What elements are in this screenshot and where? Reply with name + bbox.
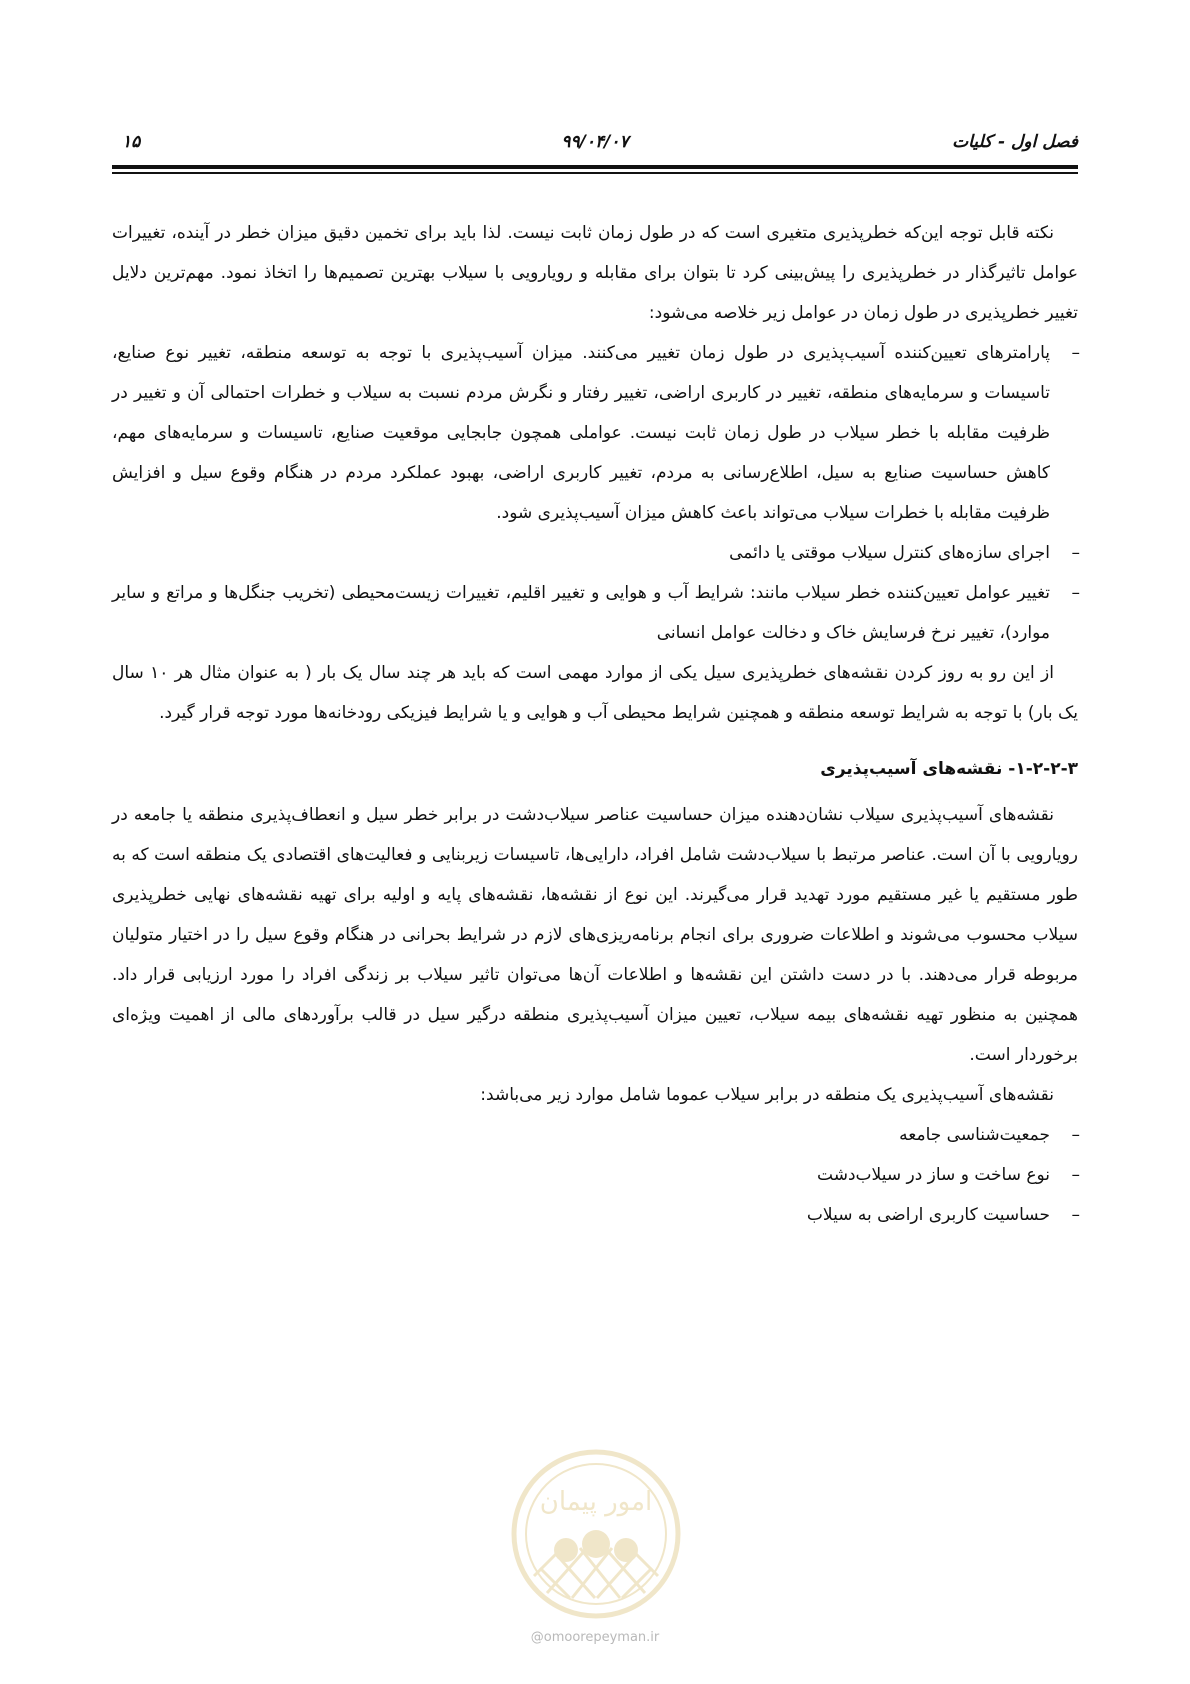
list-item: – تغییر عوامل تعیین‌کننده خطر سیلاب مانند: شرایط آب و هوایی و تغییر اقلیم، تغییرات زیست‌محیطی (تخریب جنگل‌ها و مراتع و سایر موارد)، تغییر نرخ فرسایش خاک و دخالت عوامل انسانی <box>112 573 1050 653</box>
header-rule-thick <box>112 165 1078 169</box>
update-paragraph: از این رو به روز کردن نقشه‌های خطرپذیری سیل یکی از موارد مهمی است که باید هر چند سال یک بار ( به عنوان مثال هر ۱۰ سال یک بار) با توجه به شرایط توسعه منطقه و همچنین شرایط محیطی آب و هوایی و یا شرایط فیزیکی رودخانه‌ها مورد توجه قرار گیرد. <box>112 663 1078 723</box>
list-item: – نوع ساخت و ساز در سیلاب‌دشت <box>112 1155 1050 1195</box>
intro-paragraph: نکته قابل توجه این‌که خطرپذیری متغیری است که در طول زمان ثابت نیست. لذا باید برای تخمین دقیق میزان خطر در آینده، تغییرات عوامل تاثیرگذار در خطرپذیری را پیش‌بینی کرد تا بتوان برای مقابله و رویارویی با سیلاب بهترین تصمیم‌ها را اتخاذ نمود. مهم‌ترین دلایل تغییر خطرپذیری در طول زمان در عوامل زیر خلاصه می‌شود: <box>112 223 1078 323</box>
list-item: – جمعیت‌شناسی جامعه <box>112 1115 1050 1155</box>
chapter-title: فصل اول - کلیات <box>952 132 1078 152</box>
page-body <box>112 213 1078 1235</box>
header-date: ۹۹/۰۴/۰۷ <box>561 132 629 152</box>
watermark-url: @omoorepeyman.ir <box>530 1630 660 1645</box>
section-paragraph: نقشه‌های آسیب‌پذیری سیلاب نشان‌دهنده میزان حساسیت عناصر سیلاب‌دشت در برابر خطر سیل و انعطاف‌پذیری منطقه یا جامعه در رویارویی با آن است. عناصر مرتبط با سیلاب‌دشت شامل افراد، دارایی‌ها، تاسیسات زیربنایی و فعالیت‌های اقتصادی یک منطقه است که به طور مستقیم یا غیر مستقیم مورد تهدید قرار می‌گیرند. این نوع از نقشه‌ها، نقشه‌های پایه و اولیه برای تهیه نقشه‌های نهایی خطرپذیری سیلاب محسوب می‌شوند و اطلاعات ضروری برای انجام برنامه‌ریزی‌های لازم در شرایط بحرانی در هنگام وقوع سیل را در اختیار متولیان مربوطه قرار می‌دهند. با در دست داشتن این نقشه‌ها و اطلاعات آن‌ها می‌توان تاثیر سیلاب بر زندگی افراد را مورد ارزیابی قرار داد. همچنین به منظور تهیه نقشه‌های بیمه سیلاب، تعیین میزان آسیب‌پذیری منطقه درگیر سیل در قالب برآوردهای مالی از اهمیت ویژه‌ای برخوردار است. <box>112 805 1078 1065</box>
factors-list <box>112 333 1078 653</box>
section-heading: ۱-۲-۲-۳- نقشه‌های آسیب‌پذیری <box>820 759 1078 779</box>
watermark-logo-text: امور پیمان <box>539 1487 653 1517</box>
vulnerability-items-list <box>112 1115 1078 1235</box>
list-item: – اجرای سازه‌های کنترل سیلاب موقتی یا دائمی <box>112 533 1050 573</box>
list-item: – حساسیت کاربری اراضی به سیلاب <box>112 1195 1050 1235</box>
page-number: ۱۵ <box>122 132 141 152</box>
header-rule-thin <box>112 172 1078 174</box>
list-intro: نقشه‌های آسیب‌پذیری یک منطقه در برابر سیلاب عموما شامل موارد زیر می‌باشد: <box>480 1085 1054 1105</box>
watermark-seal-icon <box>510 1448 682 1620</box>
list-item: – پارامترهای تعیین‌کننده آسیب‌پذیری در طول زمان تغییر می‌کنند. میزان آسیب‌پذیری با توجه به توسعه منطقه، تغییر نوع صنایع، تاسیسات و سرمایه‌های منطقه، تغییر در کاربری اراضی، تغییر رفتار و نگرش مردم نسبت به سیلاب و خطرات احتمالی آن و تغییر در ظرفیت مقابله با خطر سیلاب در طول زمان ثابت نیست. عواملی همچون جابجایی موقعیت صنایع، تاسیسات و سرمایه‌های مهم، کاهش حساسیت صنایع به سیل، اطلاع‌رسانی به مردم، تغییر کاربری اراضی، بهبود عملکرد مردم در هنگام وقوع سیل و افزایش ظرفیت مقابله با خطرات سیلاب می‌تواند باعث کاهش میزان آسیب‌پذیری شود. <box>112 333 1050 533</box>
page-header <box>112 128 1078 158</box>
